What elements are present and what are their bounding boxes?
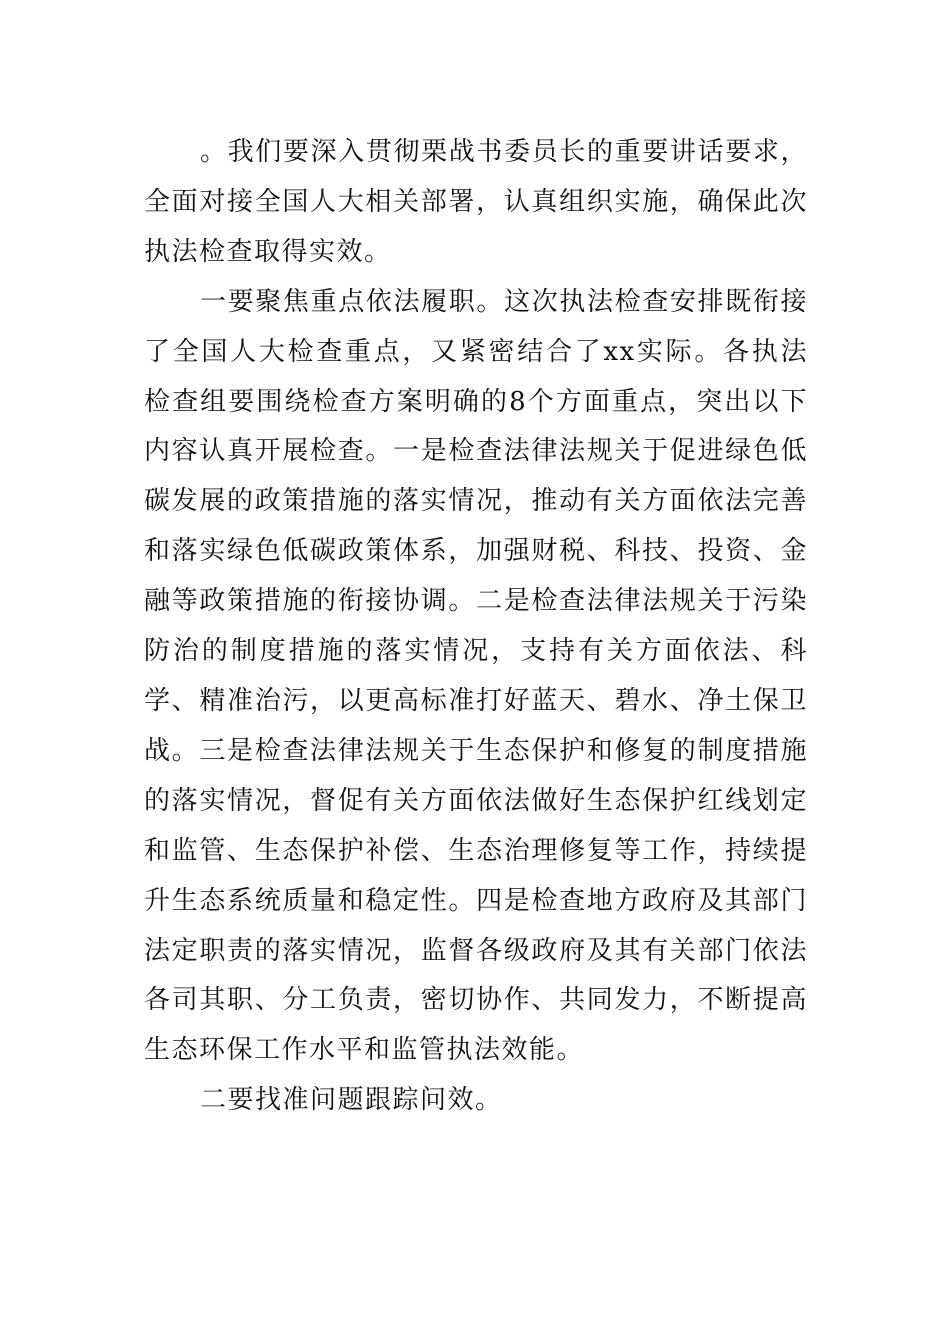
paragraph-track-problems: 二要找准问题跟踪问效。	[200, 1085, 503, 1116]
paragraph-focus-key-points: 一要聚焦重点依法履职。这次执法检查安排既衔接了全国人大检查重点，又紧密结合了xx实际。各执法检查组要围绕检查方案明确的8个方面重点，突出以下内容认真开展检查。一是检查法律法规关于促进绿色低碳发展的政策措施的落实情况，推动有关方面依法完善和落实绿色低碳政策体系，加强财税、科技、投资、金融等政策措施的衔接协调。二是检查法律法规关于污染防治的制度措施的落实情况，支持有关方面依法、科学、精准治污，以更高标准打好蓝天、碧水、净土保卫战。三是检查法律法规关于生态保护和修复的制度措施的落实情况，督促有关方面依法做好生态保护红线划定和监管、生态保护补偿、生态治理修复等工作，持续提升生态系统质量和稳定性。四是检查地方政府及其部门法定职责的落实情况，监督各级政府及其有关部门依法各司其职、分工负责，密切协作、共同发力，不断提高生态环保工作水平和监管执法效能。	[144, 286, 808, 1066]
paragraph-intro: 。我们要深入贯彻栗战书委员长的重要讲话要求，全面对接全国人大相关部署，认真组织实施，确保此次执法检查取得实效。	[144, 137, 808, 267]
document-body	[144, 128, 808, 1126]
